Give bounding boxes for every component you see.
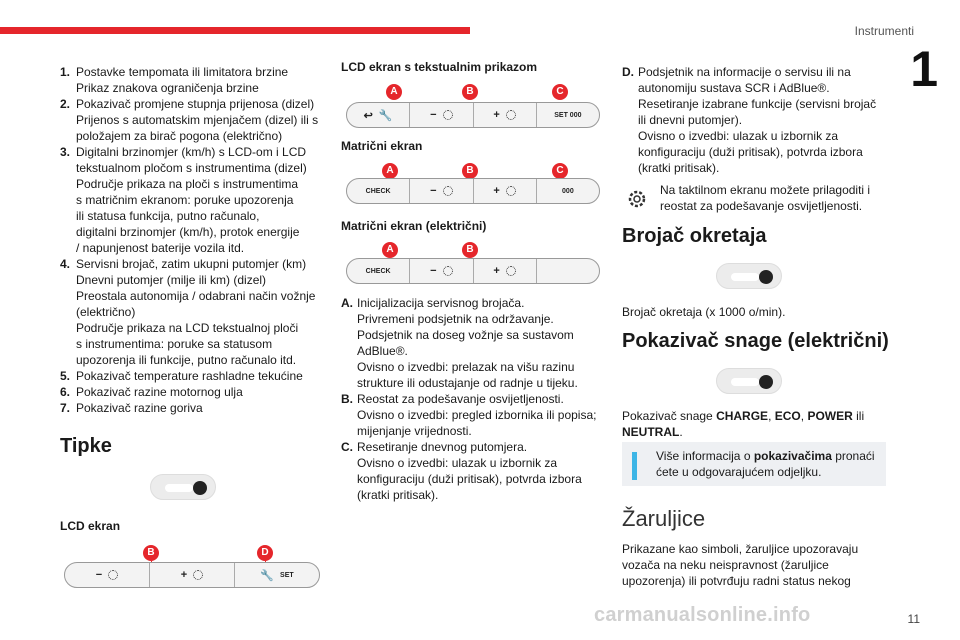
return-icon: ↩: [363, 109, 373, 122]
item-number: 6.: [60, 385, 71, 399]
brightness-icon: [108, 570, 118, 580]
callout-a: A: [382, 242, 398, 258]
item-line: Pokazivač razine motornog ulja: [76, 385, 243, 399]
item-line: Digitalni brzinomjer (km/h) s LCD-om i LCD: [76, 145, 307, 159]
item-number: 5.: [60, 369, 71, 383]
minus-button[interactable]: −: [410, 103, 473, 127]
item-line: položajem za birač pogona (električno): [76, 129, 283, 143]
item-line: Resetiranje izabrane funkcije (servisni brojač: [638, 97, 877, 111]
item-line: Područje prikaza na ploči s instrumentima: [76, 177, 299, 191]
item-line: Privremeni podsjetnik na održavanje.: [357, 312, 554, 326]
item-line: Ovisno o izvedbi: prelazak na višu razinu: [357, 360, 575, 374]
plus-button[interactable]: +: [150, 563, 235, 587]
item-line: AdBlue®.: [357, 344, 408, 358]
lcd-button-panel: [64, 562, 320, 588]
item-line: Ovisno o izvedbi: pregled izbornika ili popisa;: [357, 408, 597, 422]
item-line: tekstualnom pločom s instrumentima (dizel): [76, 161, 307, 175]
tipke-heading: Tipke: [60, 435, 112, 457]
item-line: upozorenja ili funkcije, putno računalo itd.: [76, 353, 297, 367]
callout-b: B: [143, 545, 159, 561]
item-number: 4.: [60, 257, 71, 271]
item-line: digitalni brzinomjer (km/h), protok energije: [76, 225, 300, 239]
plus-button[interactable]: +: [474, 179, 537, 203]
callout-b: B: [462, 242, 478, 258]
item-line: Dnevni putomjer (milje ili km) (dizel): [76, 273, 267, 287]
blank-segment: [537, 259, 599, 283]
buttons-thumbnail: [150, 474, 216, 500]
brightness-icon: [443, 110, 453, 120]
instrument-list: [60, 64, 322, 416]
button-d-description: [622, 64, 890, 176]
item-line: s instrumentima: poruke sa statusom: [76, 337, 273, 351]
minus-button[interactable]: −: [410, 179, 473, 203]
callout-d: D: [257, 545, 273, 561]
item-line: s matričnim ekranom: poruke upozorenja: [76, 193, 294, 207]
item-line: ili statusa funkcija, putno računalo,: [76, 209, 260, 223]
watermark: carmanualsonline.info: [594, 604, 811, 626]
minus-button[interactable]: −: [65, 563, 150, 587]
callout-a: A: [386, 84, 402, 100]
check-button[interactable]: CHECK: [347, 179, 410, 203]
wrench-icon: 🔧: [260, 569, 275, 582]
chapter-number: 1: [910, 41, 938, 97]
brightness-icon: [443, 266, 453, 276]
list-item: [60, 400, 322, 416]
callout-b: B: [462, 163, 478, 179]
item-letter: D.: [622, 65, 634, 79]
check-button[interactable]: CHECK: [347, 259, 410, 283]
lcd-label: LCD ekran: [60, 519, 121, 533]
column-3: [622, 64, 890, 176]
gear-icon: [622, 184, 652, 214]
item-line: Postavke tempomata ili limitatora brzine: [76, 65, 289, 79]
list-item: [60, 384, 322, 400]
item-number: 3.: [60, 145, 71, 159]
item-number: 2.: [60, 97, 71, 111]
item-line: Inicijalizacija servisnog brojača.: [357, 296, 525, 310]
power-indicator-text: Pokazivač snage CHARGE, ECO, POWER ili NEUTRAL.: [622, 409, 865, 439]
brightness-icon: [506, 110, 516, 120]
item-line: Ovisno o izvedbi: ulazak u izbornik za: [638, 129, 839, 143]
lcd-text-panel: [346, 102, 600, 128]
lights-text: Prikazane kao simboli, žaruljice upozoravaju vozača na neku neispravnost (žaruljice upozorenja) ili potvrđuju radni status nekog: [622, 542, 859, 588]
callout-b: B: [462, 84, 478, 100]
item-line: Pokazivač temperature rashladne tekućine: [76, 369, 303, 383]
item-number: 1.: [60, 65, 71, 79]
section-title: Instrumenti: [854, 24, 914, 38]
rev-counter-heading: Brojač okretaja: [622, 225, 767, 247]
rev-counter-text: Brojač okretaja (x 1000 o/min).: [622, 305, 786, 319]
callout-c: C: [552, 84, 568, 100]
item-line: Prikaz znakova ograničenja brzine: [76, 81, 259, 95]
matrix-label: Matrični ekran: [341, 139, 423, 153]
button-descriptions: [341, 295, 613, 503]
callout-c: C: [552, 163, 568, 179]
item-line: Podsjetnik na doseg vožnje sa sustavom: [357, 328, 574, 342]
info-box: Više informacija o pokazivačima pronaći ćete u odgovarajućem odjeljku.: [622, 442, 886, 486]
list-item: [341, 391, 613, 439]
item-line: Servisni brojač, zatim ukupni putomjer (km): [76, 257, 307, 271]
matrix-el-label: Matrični ekran (električni): [341, 219, 487, 233]
item-line: Preostala autonomija / odabrani način vožnje: [76, 289, 316, 303]
note-line: Na taktilnom ekranu možete prilagoditi i: [660, 183, 871, 197]
item-line: Prijenos s automatskim mjenjačem (dizel) ili s: [76, 113, 319, 127]
matrix-panel: [346, 178, 600, 204]
touch-screen-note: [622, 182, 890, 214]
plus-button[interactable]: +: [474, 259, 537, 283]
item-line: Reostat za podešavanje osvijetljenosti.: [357, 392, 564, 406]
minus-button[interactable]: −: [410, 259, 473, 283]
note-line: reostat za podešavanje osvijetljenosti.: [660, 199, 863, 213]
set-button[interactable]: SET 000: [554, 111, 582, 119]
item-line: (električno): [76, 305, 136, 319]
callout-a: A: [382, 163, 398, 179]
item-line: konfiguraciju (duži pritisak), potvrda izbora: [638, 145, 863, 159]
brightness-icon: [506, 186, 516, 196]
rev-counter-thumbnail: [716, 263, 782, 289]
red-header-bar: [0, 27, 470, 34]
brightness-icon: [443, 186, 453, 196]
list-item: [60, 96, 322, 144]
list-item: [60, 144, 322, 256]
item-line: Resetiranje dnevnog putomjera.: [357, 440, 528, 454]
item-line: Područje prikaza na LCD tekstualnoj ploči: [76, 321, 299, 335]
item-line: (kratki pritisak).: [357, 488, 439, 502]
brightness-icon: [506, 266, 516, 276]
button-description-list: [341, 295, 613, 503]
item-line: ili dnevni putomjer).: [638, 113, 743, 127]
item-line: (kratki pritisak).: [638, 161, 720, 175]
wrench-icon: 🔧: [378, 109, 393, 122]
list-item: [60, 64, 322, 96]
brightness-icon: [193, 570, 203, 580]
list-item: [341, 295, 613, 391]
item-line: Pokazivač razine goriva: [76, 401, 203, 415]
item-number: A.: [341, 296, 353, 310]
matrix-el-panel: [346, 258, 600, 284]
page-number: 11: [907, 612, 920, 626]
item-line: Podsjetnik na informacije o servisu ili na: [638, 65, 851, 79]
power-indicator-heading: Pokazivač snage (električni): [622, 330, 889, 352]
item-number: C.: [341, 440, 353, 454]
reset-button[interactable]: 000: [562, 187, 574, 195]
item-line: autonomiju sustava SCR i AdBlue®.: [638, 81, 830, 95]
item-line: strukture ili odustajanje od radnje u tijeku.: [357, 376, 578, 390]
info-icon: [632, 452, 637, 480]
item-line: Ovisno o izvedbi: ulazak u izbornik za: [357, 456, 558, 470]
list-item: [622, 64, 890, 176]
item-number: B.: [341, 392, 353, 406]
lcd-text-label: LCD ekran s tekstualnim prikazom: [341, 60, 538, 74]
item-line: mijenjanje vrijednosti.: [357, 424, 472, 438]
set-button[interactable]: 🔧 SET: [260, 569, 294, 582]
power-indicator-thumbnail: [716, 368, 782, 394]
lights-heading: Žaruljice: [622, 506, 706, 531]
column-1: [60, 64, 322, 457]
list-item: [60, 256, 322, 368]
plus-button[interactable]: +: [474, 103, 537, 127]
item-line: Pokazivač promjene stupnja prijenosa (dizel): [76, 97, 315, 111]
item-line: konfiguraciju (duži pritisak), potvrda izbora: [357, 472, 582, 486]
item-line: / napunjenost baterije vozila itd.: [76, 241, 245, 255]
list-item: [341, 439, 613, 503]
item-number: 7.: [60, 401, 71, 415]
list-item: [60, 368, 322, 384]
back-button[interactable]: [347, 103, 410, 127]
